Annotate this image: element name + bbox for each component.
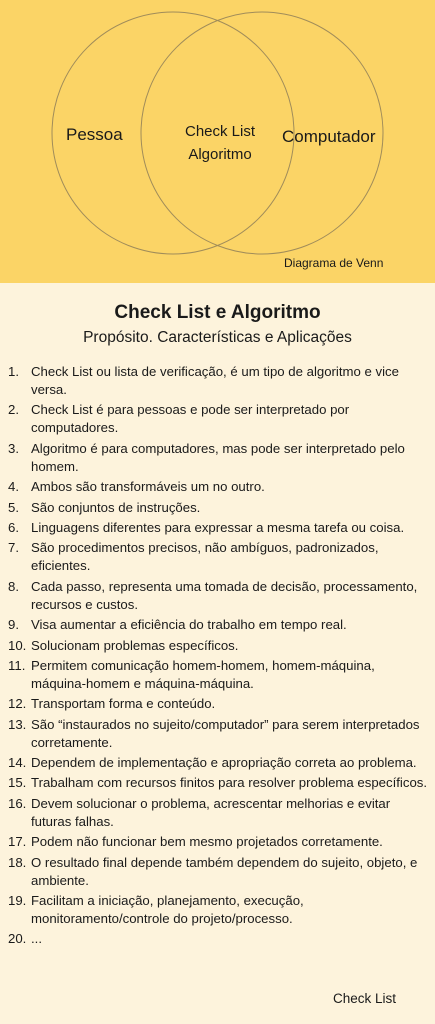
list-item-text: ...: [31, 931, 42, 947]
list-item-text: Trabalham com recursos finitos para resolver problema específicos.: [31, 775, 428, 791]
list-item-text: São “instaurados no sujeito/computador” para serem interpretados corretamente.: [31, 716, 420, 750]
list-item-text: São conjuntos de instruções.: [31, 499, 201, 515]
list-item-number: 3.: [8, 440, 19, 456]
venn-diagram: [0, 0, 435, 283]
list-item: [8, 774, 428, 792]
list-item-number: 17.: [8, 834, 27, 850]
list-item-text: Devem solucionar o problema, acrescentar melhorias e evitar futuras falhas.: [31, 795, 391, 829]
list-item-text: Check List é para pessoas e pode ser interpretado por computadores.: [31, 402, 350, 436]
list-item-text: Linguagens diferentes para expressar a mesma tarefa ou coisa.: [31, 519, 405, 535]
list-item: [8, 499, 428, 517]
list-item-text: Cada passo, representa uma tomada de decisão, processamento, recursos e custos.: [31, 578, 418, 612]
list-item: [8, 363, 428, 399]
list-item-number: 8.: [8, 578, 19, 594]
list-item-number: 9.: [8, 617, 19, 633]
list-item: [8, 401, 428, 437]
list-item: [8, 637, 428, 655]
list-item-text: O resultado final depende também dependem do sujeito, objeto, e ambiente.: [31, 854, 418, 888]
list-item-text: Facilitam a iniciação, planejamento, execução, monitoramento/controle do projeto/processo.: [31, 893, 304, 927]
venn-intersection-line-1: Check List: [184, 123, 256, 140]
list-item: [8, 539, 428, 575]
list-item-number: 14.: [8, 755, 27, 771]
list-item-number: 11.: [8, 657, 26, 673]
footer-label: Check List: [333, 991, 397, 1006]
list-item-number: 15.: [8, 775, 27, 791]
page-subtitle: Propósito. Características e Aplicações: [83, 329, 352, 346]
list-item-number: 16.: [8, 795, 27, 811]
list-item-text: Dependem de implementação e apropriação correta ao problema.: [31, 755, 417, 771]
venn-caption: Diagrama de Venn: [284, 256, 384, 270]
list-item-text: Algoritmo é para computadores, mas pode ser interpretado pelo homem.: [31, 440, 405, 474]
list-item-text: Podem não funcionar bem mesmo projetados corretamente.: [31, 834, 383, 850]
list-item-number: 7.: [8, 540, 19, 556]
list-item-number: 10.: [8, 637, 27, 653]
list-item-number: 19.: [8, 893, 27, 909]
list-item: [8, 616, 428, 634]
list-item-text: Permitem comunicação homem-homem, homem-máquina, máquina-homem e máquina-máquina.: [31, 657, 375, 691]
list-item-number: 18.: [8, 854, 27, 870]
numbered-list: [8, 363, 428, 951]
list-item-number: 13.: [8, 716, 27, 732]
list-item-text: São procedimentos precisos, não ambíguos, padronizados, eficientes.: [31, 540, 379, 574]
venn-label-computador: Computador: [282, 127, 376, 146]
list-item: [8, 833, 428, 851]
venn-label-pessoa: Pessoa: [66, 125, 123, 144]
list-item: [8, 519, 428, 537]
list-item: [8, 578, 428, 614]
list-item-number: 2.: [8, 402, 19, 418]
list-item: [8, 695, 428, 713]
list-item: [8, 795, 428, 831]
list-item-number: 1.: [8, 364, 19, 379]
page-title: Check List e Algoritmo: [114, 302, 321, 323]
list-item: [8, 440, 428, 476]
list-item-number: 5.: [8, 499, 19, 515]
venn-intersection-line-2: Algoritmo: [188, 146, 252, 163]
venn-label-intersection: [170, 120, 270, 166]
list-item: [8, 657, 428, 693]
list-item-number: 20.: [8, 931, 27, 947]
list-item-text: Transportam forma e conteúdo.: [31, 696, 216, 712]
list-item: [8, 892, 428, 928]
list-item-number: 6.: [8, 519, 19, 535]
list-item-text: Solucionam problemas específicos.: [31, 637, 239, 653]
list-item: [8, 478, 428, 496]
list-item-text: Ambos são transformáveis um no outro.: [31, 479, 265, 495]
list-item-number: 4.: [8, 479, 19, 495]
list-item: [8, 754, 428, 772]
list-item: [8, 930, 428, 948]
list-item: [8, 854, 428, 890]
list-item-text: Visa aumentar a eficiência do trabalho em tempo real.: [31, 617, 347, 633]
list-item-number: 12.: [8, 696, 27, 712]
list-item: [8, 716, 428, 752]
list-item-text: Check List ou lista de verificação, é um tipo de algoritmo e vice versa.: [31, 364, 399, 397]
